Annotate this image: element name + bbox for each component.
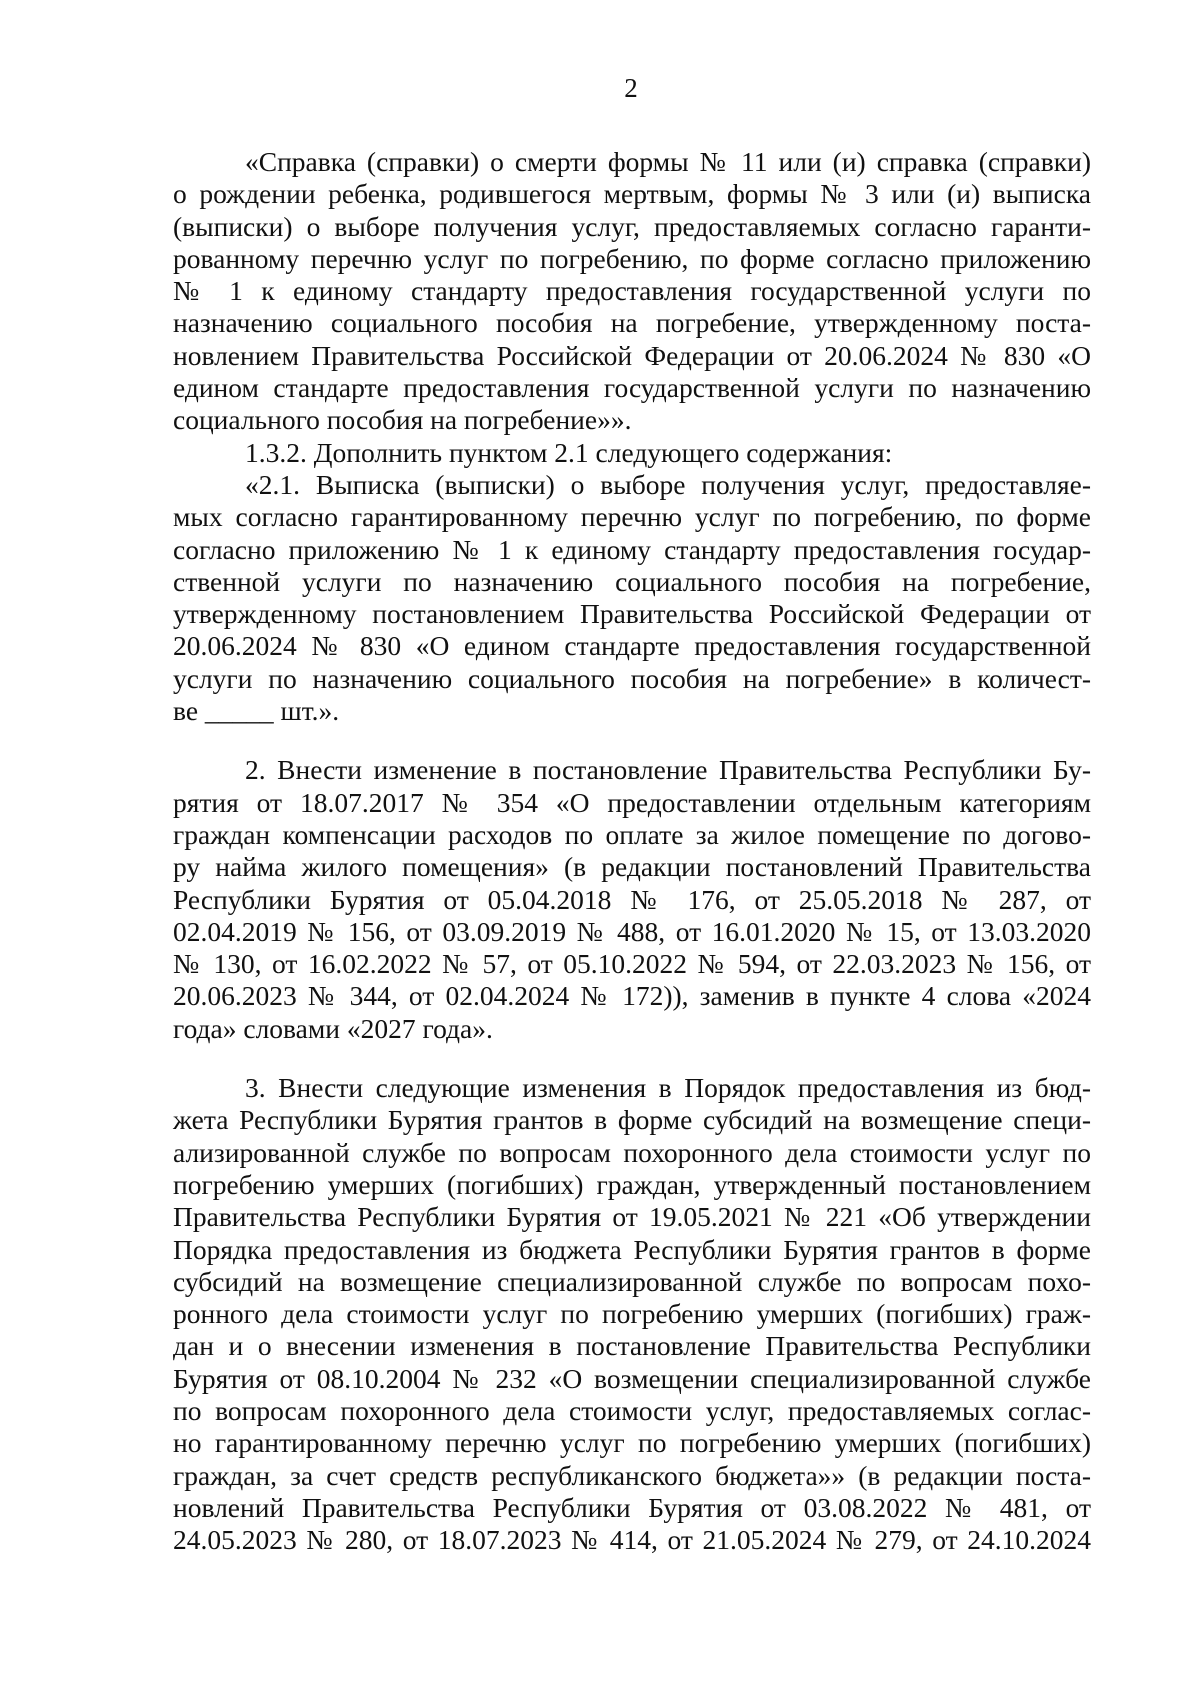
text-line: 20.06.2024 № 830 «О едином стандарте предоставления государственной	[173, 630, 1091, 662]
paragraph	[173, 1072, 1091, 1556]
text-line: ронного дела стоимости услуг по погребению умерших (погибших) граж-	[173, 1298, 1091, 1330]
text-line: года» словами «2027 года».	[173, 1012, 493, 1044]
text-line: новлением Правительства Российской Федерации от 20.06.2024 № 830 «О	[173, 339, 1091, 371]
text-line: жета Республики Бурятия грантов в форме субсидий на возмещение специ-	[173, 1104, 1091, 1136]
paragraph	[173, 146, 1091, 437]
text-line: ственной услуги по назначению социального пособия на погребение,	[173, 565, 1091, 597]
document-body	[173, 146, 1091, 1556]
text-line: граждан, за счет средств республиканского бюджета»» (в редакции поста-	[173, 1459, 1091, 1491]
text-line: по вопросам похоронного дела стоимости услуг, предоставляемых соглас-	[173, 1394, 1091, 1426]
text-line: граждан компенсации расходов по оплате за жилое помещение по догово-	[173, 818, 1091, 850]
text-line: 20.06.2023 № 344, от 02.04.2024 № 172)), заменив в пункте 4 слова «2024	[173, 980, 1091, 1012]
text-line: 1.3.2. Дополнить пунктом 2.1 следующего содержания:	[245, 436, 893, 468]
text-line: субсидий на возмещение специализированной службе по вопросам похо-	[173, 1265, 1091, 1297]
text-line: № 130, от 16.02.2022 № 57, от 05.10.2022 № 594, от 22.03.2023 № 156, от	[173, 948, 1091, 980]
paragraph	[173, 754, 1091, 1045]
text-line: 02.04.2019 № 156, от 03.09.2019 № 488, от 16.01.2020 № 15, от 13.03.2020	[173, 915, 1091, 947]
text-line: Правительства Республики Бурятия от 19.05.2021 № 221 «Об утверждении	[173, 1201, 1091, 1233]
text-line: рованному перечню услуг по погребению, по форме согласно приложению	[173, 242, 1091, 274]
text-line: Бурятия от 08.10.2004 № 232 «О возмещении специализированной службе	[173, 1362, 1091, 1394]
text-line: согласно приложению № 1 к единому стандарту предоставления государ-	[173, 533, 1091, 565]
paragraph	[173, 469, 1091, 727]
text-line: Республики Бурятия от 05.04.2018 № 176, от 25.05.2018 № 287, от	[173, 883, 1091, 915]
text-line: новлений Правительства Республики Бурятия от 03.08.2022 № 481, от	[173, 1491, 1091, 1523]
text-line: ве _____ шт.».	[173, 695, 340, 727]
text-line: погребению умерших (погибших) граждан, утвержденный постановлением	[173, 1168, 1091, 1200]
text-line: «2.1. Выписка (выписки) о выборе получения услуг, предоставляе-	[245, 468, 1091, 500]
text-line: мых согласно гарантированному перечню услуг по погребению, по форме	[173, 501, 1091, 533]
text-line: едином стандарте предоставления государственной услуги по назначению	[173, 372, 1091, 404]
text-line: 3. Внести следующие изменения в Порядок предоставления из бюд-	[245, 1072, 1091, 1104]
text-line: № 1 к единому стандарту предоставления государственной услуги по	[173, 275, 1091, 307]
text-line: услуги по назначению социального пособия на погребение» в количест-	[173, 662, 1091, 694]
text-line: ру найма жилого помещения» (в редакции постановлений Правительства	[173, 851, 1091, 883]
text-line: социального пособия на погребение»».	[173, 404, 632, 436]
text-line: дан и о внесении изменения в постановление Правительства Республики	[173, 1330, 1091, 1362]
paragraph	[173, 437, 1091, 469]
text-line: назначению социального пособия на погребение, утвержденному поста-	[173, 307, 1091, 339]
text-line: о рождении ребенка, родившегося мертвым, формы № 3 или (и) выписка	[173, 178, 1091, 210]
text-line: 24.05.2023 № 280, от 18.07.2023 № 414, от 21.05.2024 № 279, от 24.10.2024	[173, 1524, 1091, 1556]
text-line: «Справка (справки) о смерти формы № 11 или (и) справка (справки)	[245, 146, 1091, 177]
text-line: рятия от 18.07.2017 № 354 «О предоставлении отдельным категориям	[173, 786, 1091, 818]
text-line: 2. Внести изменение в постановление Правительства Республики Бу-	[245, 754, 1091, 786]
text-line: ализированной службе по вопросам похоронного дела стоимости услуг по	[173, 1136, 1091, 1168]
text-line: (выписки) о выборе получения услуг, предоставляемых согласно гаранти-	[173, 210, 1091, 242]
text-line: Порядка предоставления из бюджета Республики Бурятия грантов в форме	[173, 1233, 1091, 1265]
text-line: утвержденному постановлением Правительства Российской Федерации от	[173, 598, 1091, 630]
page-number: 2	[624, 73, 638, 103]
text-line: но гарантированному перечню услуг по погребению умерших (погибших)	[173, 1427, 1091, 1459]
